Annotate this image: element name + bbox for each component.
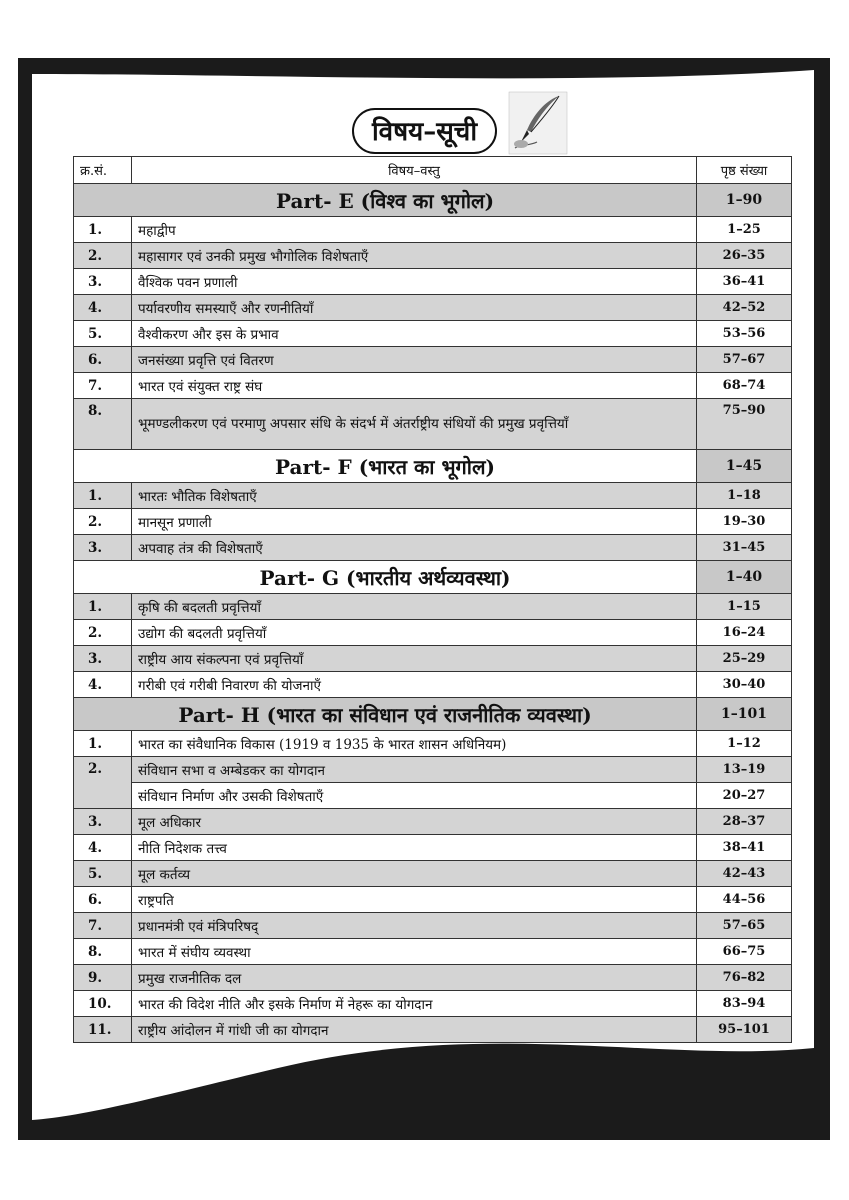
row-pages: 42–43 [697,861,792,887]
row-subject: मानसून प्रणाली [132,509,697,535]
table-row [74,783,792,809]
part-header-row [74,561,792,594]
row-pages: 36–41 [697,269,792,295]
table-row [74,483,792,509]
page-title: विषय–सूची [352,108,497,154]
table-row [74,757,792,783]
row-subject: पर्यावरणीय समस्याएँ और रणनीतियाँ [132,295,697,321]
row-pages: 1–12 [697,731,792,757]
part-page-range: 1–101 [697,698,792,731]
row-subject: राष्ट्रीय आंदोलन में गांधी जी का योगदान [132,1017,697,1043]
row-number: 7. [74,373,132,399]
table-row [74,646,792,672]
header-sno: क्र.सं. [74,157,132,184]
row-subject: संविधान निर्माण और उसकी विशेषताएँ [132,783,697,809]
table-row [74,731,792,757]
row-subject: भारत एवं संयुक्त राष्ट्र संघ [132,373,697,399]
table-row [74,672,792,698]
table-row [74,861,792,887]
row-number: 3. [74,809,132,835]
part-header-row [74,184,792,217]
row-number: 5. [74,861,132,887]
row-number: 2. [74,757,132,809]
row-pages: 1–25 [697,217,792,243]
row-number: 2. [74,509,132,535]
table-row [74,399,792,450]
row-pages: 26–35 [697,243,792,269]
row-pages: 44–56 [697,887,792,913]
row-subject: प्रधानमंत्री एवं मंत्रिपरिषद् [132,913,697,939]
row-pages: 57–67 [697,347,792,373]
row-subject: वैश्वीकरण और इस के प्रभाव [132,321,697,347]
table-row [74,913,792,939]
row-subject: राष्ट्रीय आय संकल्पना एवं प्रवृत्तियाँ [132,646,697,672]
row-number: 1. [74,217,132,243]
row-number: 4. [74,672,132,698]
row-number: 3. [74,535,132,561]
part-title: Part- H (भारत का संविधान एवं राजनीतिक व्यवस्था) [74,698,697,731]
part-page-range: 1–45 [697,450,792,483]
row-number: 5. [74,321,132,347]
row-number: 11. [74,1017,132,1043]
row-number: 6. [74,887,132,913]
row-subject: नीति निदेशक तत्त्व [132,835,697,861]
row-number: 10. [74,991,132,1017]
table-row [74,887,792,913]
row-pages: 1–15 [697,594,792,620]
row-number: 2. [74,620,132,646]
row-pages: 16–24 [697,620,792,646]
table-row [74,991,792,1017]
row-subject: भारत का संवैधानिक विकास (1919 व 1935 के भारत शासन अधिनियम) [132,731,697,757]
row-pages: 75–90 [697,399,792,450]
row-number: 7. [74,913,132,939]
table-row [74,269,792,295]
table-row [74,809,792,835]
part-header-row [74,450,792,483]
row-pages: 1–18 [697,483,792,509]
table-row [74,373,792,399]
part-title: Part- G (भारतीय अर्थव्यवस्था) [74,561,697,594]
header-pages: पृष्ठ संख्या [697,157,792,184]
row-subject: भारत में संघीय व्यवस्था [132,939,697,965]
row-pages: 25–29 [697,646,792,672]
row-pages: 30–40 [697,672,792,698]
row-subject: उद्योग की बदलती प्रवृत्तियाँ [132,620,697,646]
row-number: 8. [74,399,132,450]
row-pages: 20–27 [697,783,792,809]
row-pages: 95–101 [697,1017,792,1043]
table-row [74,939,792,965]
table-header-row [74,157,792,184]
row-pages: 68–74 [697,373,792,399]
row-pages: 57–65 [697,913,792,939]
table-row [74,217,792,243]
row-number: 8. [74,939,132,965]
row-subject: भारत की विदेश नीति और इसके निर्माण में नेहरू का योगदान [132,991,697,1017]
table-row [74,509,792,535]
header-subject: विषय–वस्तु [132,157,697,184]
row-number: 2. [74,243,132,269]
row-pages: 19–30 [697,509,792,535]
row-number: 1. [74,731,132,757]
row-pages: 66–75 [697,939,792,965]
table-row [74,620,792,646]
row-pages: 38–41 [697,835,792,861]
part-title: Part- E (विश्व का भूगोल) [74,184,697,217]
table-row [74,835,792,861]
row-number: 3. [74,269,132,295]
row-subject: भूमण्डलीकरण एवं परमाणु अपसार संधि के संदर्भ में अंतर्राष्ट्रीय संधियों की प्रमुख प्रवृत्तियाँ [132,399,697,450]
row-subject: जनसंख्या प्रवृत्ति एवं वितरण [132,347,697,373]
quill-pen-icon [507,90,569,156]
table-row [74,321,792,347]
table-row [74,535,792,561]
row-pages: 76–82 [697,965,792,991]
row-number: 4. [74,835,132,861]
table-row [74,594,792,620]
row-subject: प्रमुख राजनीतिक दल [132,965,697,991]
row-pages: 83–94 [697,991,792,1017]
table-row [74,347,792,373]
row-subject: मूल कर्तव्य [132,861,697,887]
row-subject: गरीबी एवं गरीबी निवारण की योजनाएँ [132,672,697,698]
row-subject: संविधान सभा व अम्बेडकर का योगदान [132,757,697,783]
row-number: 1. [74,483,132,509]
table-row [74,965,792,991]
row-subject: वैश्विक पवन प्रणाली [132,269,697,295]
row-pages: 53–56 [697,321,792,347]
row-pages: 42–52 [697,295,792,321]
row-subject: मूल अधिकार [132,809,697,835]
part-page-range: 1–40 [697,561,792,594]
table-row [74,243,792,269]
row-number: 4. [74,295,132,321]
row-number: 9. [74,965,132,991]
row-subject: राष्ट्रपति [132,887,697,913]
row-subject: अपवाह तंत्र की विशेषताएँ [132,535,697,561]
part-header-row [74,698,792,731]
row-pages: 13–19 [697,757,792,783]
row-number: 6. [74,347,132,373]
part-page-range: 1–90 [697,184,792,217]
row-subject: महाद्वीप [132,217,697,243]
row-pages: 31–45 [697,535,792,561]
table-row [74,1017,792,1043]
table-row [74,295,792,321]
row-pages: 28–37 [697,809,792,835]
row-subject: महासागर एवं उनकी प्रमुख भौगोलिक विशेषताएँ [132,243,697,269]
row-number: 3. [74,646,132,672]
part-title: Part- F (भारत का भूगोल) [74,450,697,483]
row-subject: कृषि की बदलती प्रवृत्तियाँ [132,594,697,620]
row-number: 1. [74,594,132,620]
title-container [0,108,849,156]
row-subject: भारतः भौतिक विशेषताएँ [132,483,697,509]
contents-table [73,156,792,1043]
